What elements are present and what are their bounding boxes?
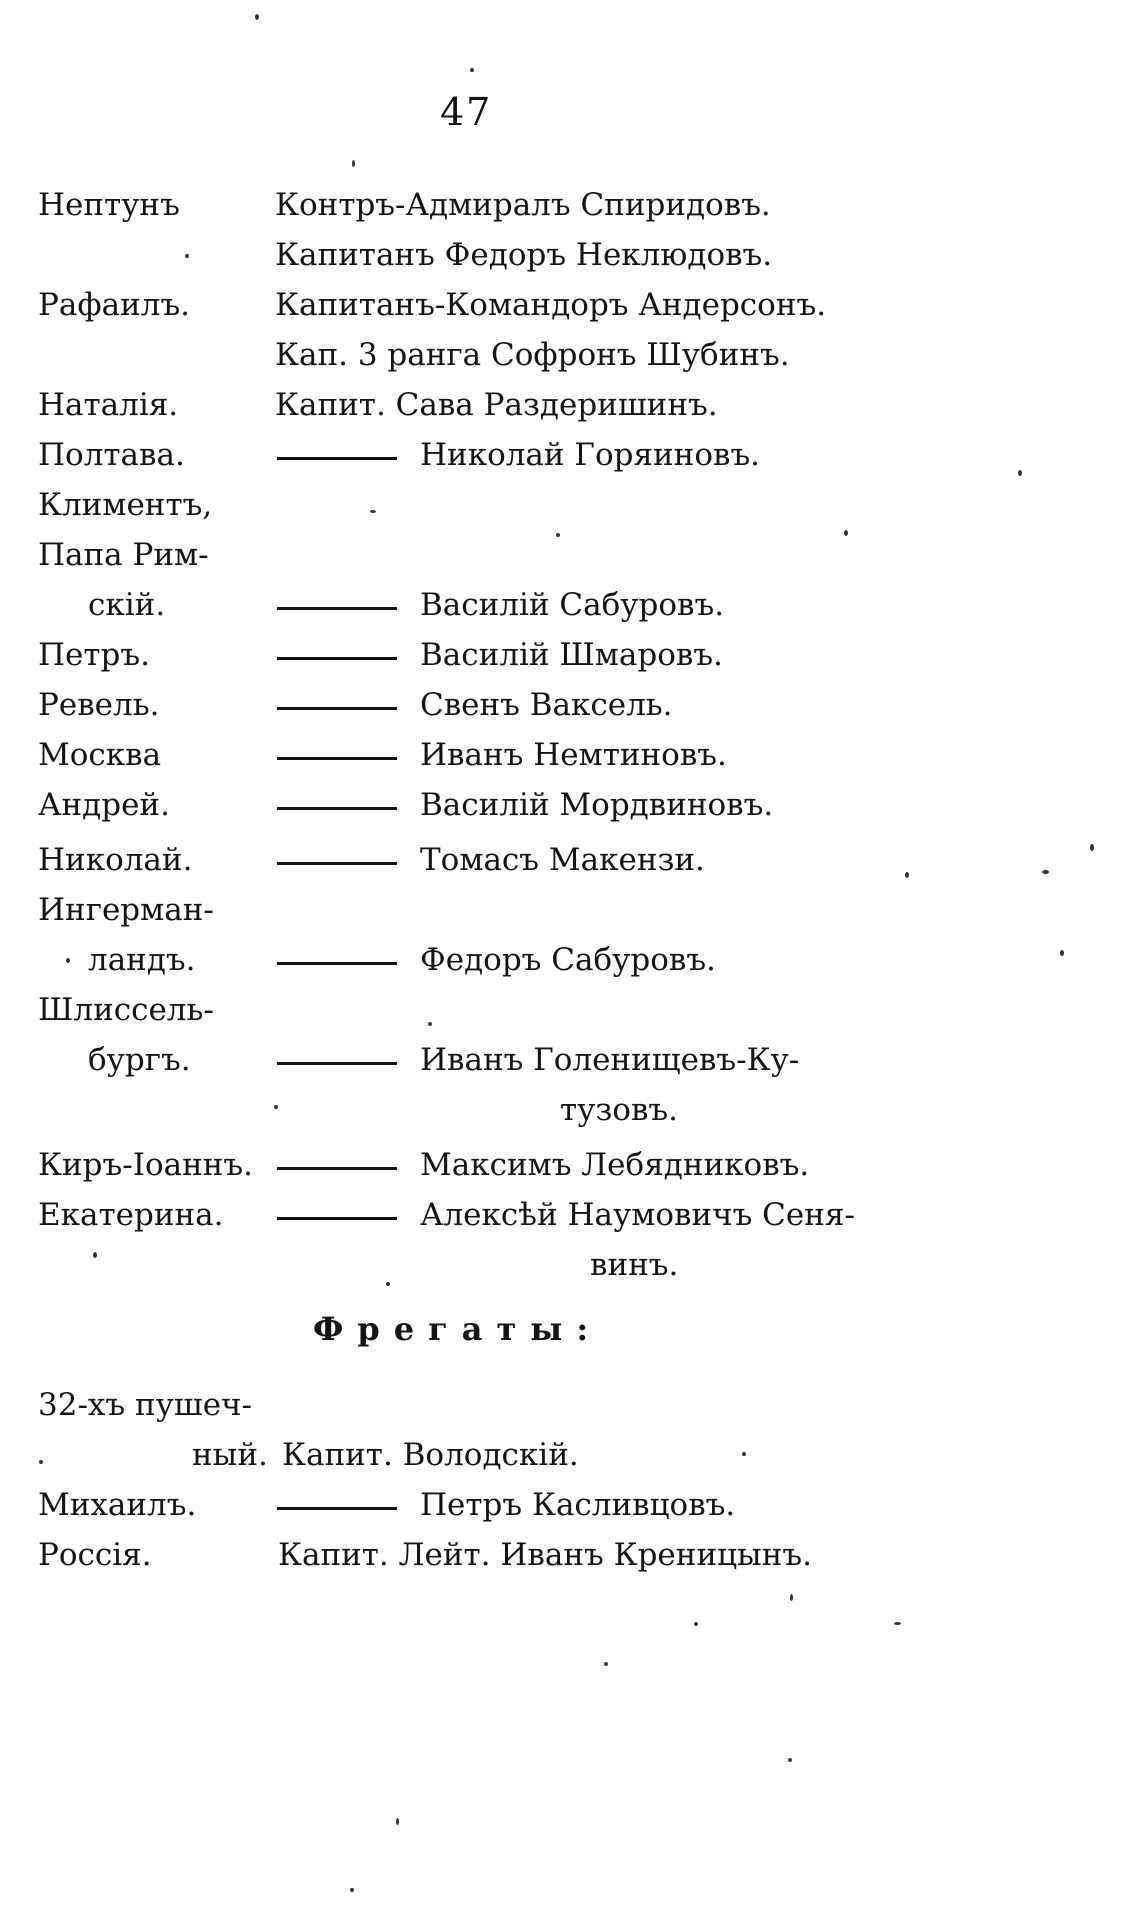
scan-speck (428, 1022, 432, 1026)
ship-name: Климентъ, (38, 487, 213, 523)
scan-speck (386, 1282, 390, 1286)
officer-name-continuation: винъ. (590, 1247, 679, 1283)
ship-name: Николай. (38, 842, 193, 878)
ship-name: Россія. (38, 1537, 152, 1573)
scan-speck (1042, 870, 1049, 874)
scan-speck (844, 530, 848, 536)
scan-speck (905, 872, 909, 878)
ship-name: Екатерина. (38, 1197, 224, 1233)
scan-speck (742, 1452, 746, 1456)
officer-name: Петръ Касливцовъ. (420, 1487, 736, 1523)
officer-name: Василій Мордвиновъ. (420, 787, 774, 823)
officer-name: Томасъ Макензи. (420, 842, 705, 878)
scan-speck (556, 533, 560, 537)
ship-name: 32-хъ пушеч- (38, 1387, 253, 1423)
officer-rank-name: Капит. Сава Раздеришинъ. (275, 387, 718, 423)
ship-name: Рафаилъ. (38, 287, 191, 323)
officer-rank-name: Кап. 3 ранга Софронъ Шубинъ. (275, 337, 790, 373)
officer-name: Федоръ Сабуровъ. (420, 942, 716, 978)
scan-speck (255, 14, 259, 20)
officer-rank-name: Капитанъ Федоръ Неклюдовъ. (275, 237, 773, 273)
scan-speck (274, 1105, 278, 1109)
ship-name: Киръ-Іоаннъ. (38, 1147, 253, 1183)
officer-rank-name: Контръ-Адмиралъ Спиридовъ. (275, 187, 771, 223)
ship-name: Нептунъ (38, 187, 180, 223)
ditto-dash (277, 1507, 397, 1510)
ship-name: Ингерман- (38, 892, 214, 928)
ship-name: ный. (192, 1437, 268, 1473)
list-item (0, 1530, 1140, 1580)
ship-name: Москва (38, 737, 162, 773)
officer-name: Иванъ Немтиновъ. (420, 737, 727, 773)
scan-speck (1018, 470, 1022, 476)
scan-speck (1090, 844, 1094, 851)
ship-name: Наталія. (38, 387, 179, 423)
officer-name: Иванъ Голенищевъ-Ку- (420, 1042, 800, 1078)
scan-speck (370, 510, 376, 513)
ship-name: Полтава. (38, 437, 185, 473)
officer-rank-name: Капитанъ-Командоръ Андерсонъ. (275, 287, 827, 323)
scan-speck (894, 1622, 901, 1625)
officer-rank-name: Капит. Лейт. Иванъ Креницынъ. (278, 1537, 812, 1573)
ship-name: скій. (88, 587, 166, 623)
ship-name: Папа Рим- (38, 537, 209, 573)
scan-speck (66, 958, 70, 963)
scan-speck (470, 68, 474, 72)
list-item (0, 1480, 1140, 1530)
scan-speck (352, 160, 355, 167)
ship-name: ландъ. (88, 942, 196, 978)
scan-speck (185, 254, 189, 258)
section-title-frigates: Фрегаты: (313, 1310, 603, 1348)
officer-name-continuation: тузовъ. (560, 1092, 678, 1128)
page-number: 47 (440, 90, 493, 134)
ship-name: Ревель. (38, 687, 160, 723)
officer-name: Василій Шмаровъ. (420, 637, 723, 673)
ship-name: Петръ. (38, 637, 150, 673)
officer-name: Николай Горяиновъ. (420, 437, 761, 473)
scan-speck (788, 1758, 792, 1762)
ship-name: Шлиссель- (38, 992, 214, 1028)
ship-name: бургъ. (88, 1042, 191, 1078)
officer-name: Алексѣй Наумовичъ Сеня- (420, 1197, 855, 1233)
scan-speck (39, 1460, 43, 1464)
list-item (0, 1430, 1140, 1480)
scan-speck (694, 1622, 698, 1626)
scan-speck (350, 1888, 354, 1892)
ship-name: Андрей. (38, 787, 170, 823)
officer-name: Василій Сабуровъ. (420, 587, 725, 623)
officer-name: Максимъ Лебядниковъ. (420, 1147, 810, 1183)
officer-name: Свенъ Ваксель. (420, 687, 673, 723)
scan-speck (790, 1594, 793, 1601)
scan-speck (1060, 950, 1064, 956)
scan-speck (396, 1818, 399, 1825)
scan-speck (93, 1252, 97, 1258)
ship-name: Михаилъ. (38, 1487, 197, 1523)
officer-rank-name: Капит. Володскій. (282, 1437, 579, 1473)
scan-speck (604, 1662, 608, 1666)
list-item (0, 1380, 1140, 1430)
